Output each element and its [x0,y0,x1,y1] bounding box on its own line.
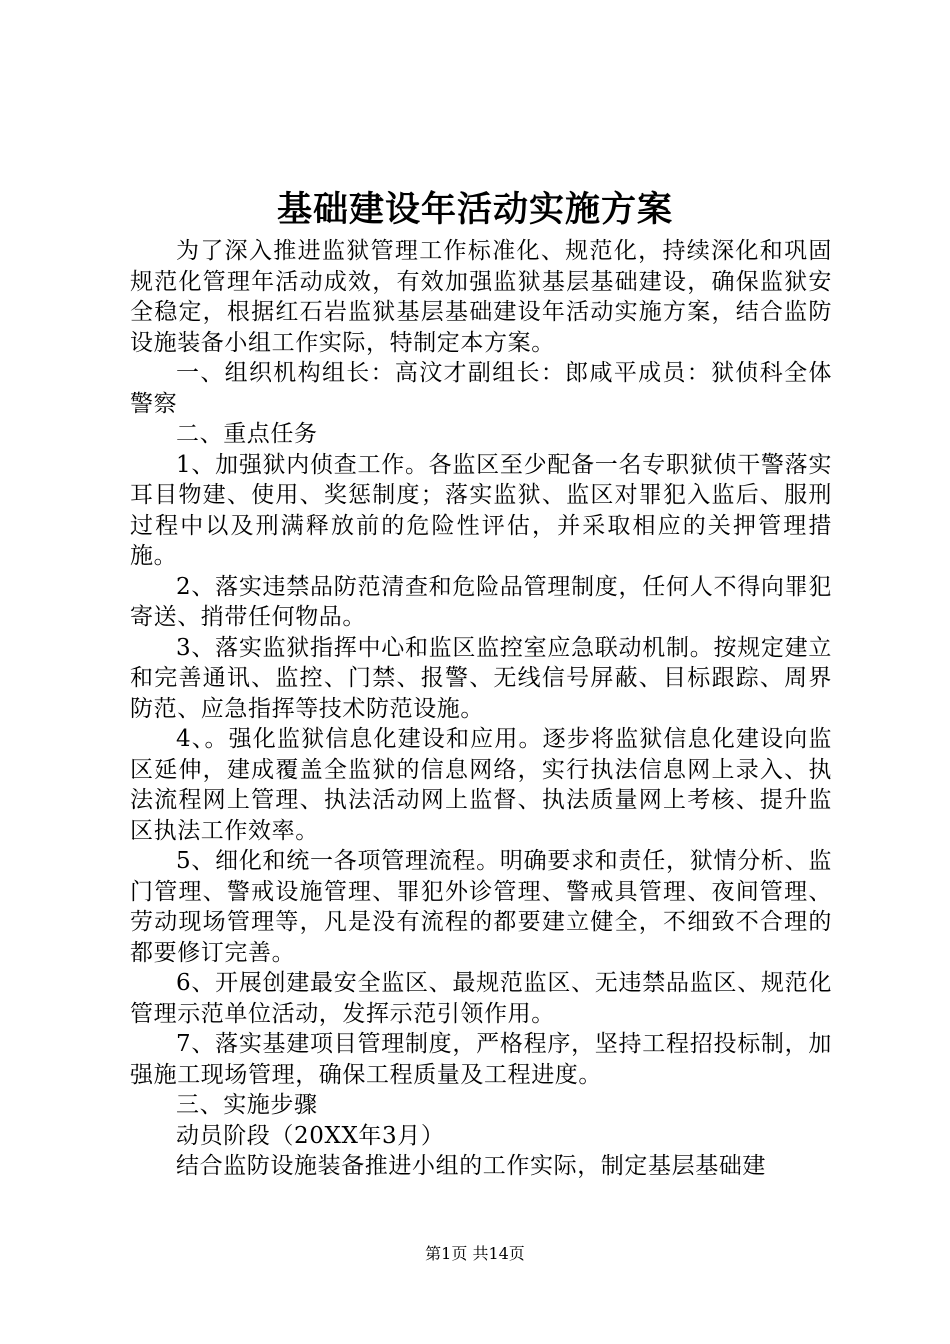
paragraph-task-5: 5、细化和统一各项管理流程。明确要求和责任，狱情分析、监门管理、警戒设施管理、罪犯外诊管理、警戒具管理、夜间管理、劳动现场管理等，凡是没有流程的都要建立健全，不细致不合理的都要修订完善。 [130,848,832,966]
heading-key-tasks: 二、重点任务 [176,421,318,447]
paragraph-mobilization-stage: 动员阶段（20XX年3月） [176,1122,445,1149]
heading-implementation-steps: 三、实施步骤 [176,1092,318,1118]
page-footer: 第1页 共14页 [425,1244,525,1263]
paragraph-task-3: 3、落实监狱指挥中心和监区监控室应急联动机制。按规定建立和完善通讯、监控、门禁、报警、无线信号屏蔽、目标跟踪、周界防范、应急指挥等技术防范设施。 [130,634,832,722]
paragraph-task-1: 1、加强狱内侦查工作。各监区至少配备一名专职狱侦干警落实耳目物建、使用、奖惩制度；落实监狱、监区对罪犯入监后、服刑过程中以及刑满释放前的危险性评估，并采取相应的关押管理措施。 [130,451,832,569]
paragraph-organization: 一、组织机构组长：高汶才副组长：郎咸平成员：狱侦科全体警察 [130,360,832,417]
paragraph-task-6: 6、开展创建最安全监区、最规范监区、无违禁品监区、规范化管理示范单位活动，发挥示范引领作用。 [130,970,832,1027]
paragraph-mobilization-detail: 结合监防设施装备推进小组的工作实际，制定基层基础建 [176,1153,766,1179]
paragraph-task-2: 2、落实违禁品防范清查和危险品管理制度，任何人不得向罪犯寄送、捎带任何物品。 [130,573,832,630]
document-title: 基础建设年活动实施方案 [276,189,673,230]
document-body [130,236,832,1182]
paragraph-intro: 为了深入推进监狱管理工作标准化、规范化，持续深化和巩固规范化管理年活动成效，有效加强监狱基层基础建设，确保监狱安全稳定，根据红石岩监狱基层基础建设年活动实施方案，结合监防设施装备小组工作实际，特制定本方案。 [130,238,832,356]
paragraph-task-4: 4、。强化监狱信息化建设和应用。逐步将监狱信息化建设向监区延伸，建成覆盖全监狱的信息网络，实行执法信息网上录入、执法流程网上管理、执法活动网上监督、执法质量网上考核、提升监区执法工作效率。 [130,726,832,844]
paragraph-task-7: 7、落实基建项目管理制度，严格程序，坚持工程招投标制，加强施工现场管理，确保工程质量及工程进度。 [130,1031,832,1088]
